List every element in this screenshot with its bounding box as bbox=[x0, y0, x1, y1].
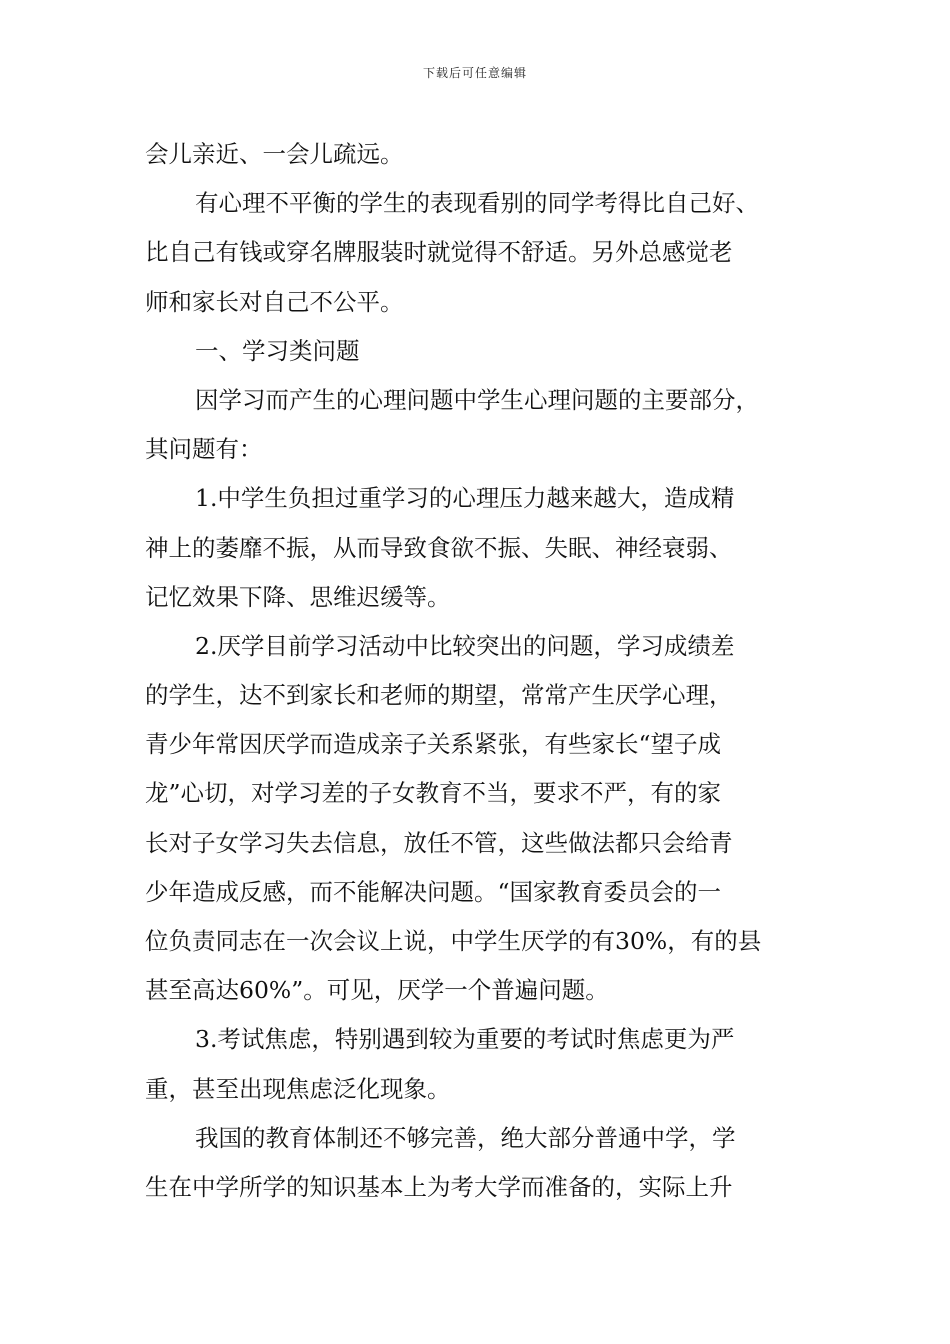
text-line: 位负责同志在一次会议上说，中学生厌学的有30%，有的县 bbox=[145, 927, 762, 955]
text-line: 生在中学所学的知识基本上为考大学而准备的，实际上升 bbox=[145, 1172, 733, 1201]
text-line: 记忆效果下降、思维迟缓等。 bbox=[145, 582, 451, 611]
text-line: 神上的萎靡不振，从而导致食欲不振、失眠、神经衰弱、 bbox=[145, 533, 733, 562]
text-line: 2.厌学目前学习活动中比较突出的问题，学习成绩差 bbox=[195, 631, 735, 660]
text-line: 我国的教育体制还不够完善，绝大部分普通中学，学 bbox=[195, 1123, 736, 1152]
header-note: 下载后可任意编辑 bbox=[422, 66, 527, 80]
text-line: 甚至高达60%”。可见，厌学一个普遍问题。 bbox=[145, 976, 609, 1005]
text-line: 少年造成反感，而不能解决问题。“国家教育委员会的一 bbox=[145, 877, 722, 906]
text-line: 重，甚至出现焦虑泛化现象。 bbox=[145, 1074, 451, 1103]
text-line: 一、学习类问题 bbox=[195, 336, 360, 365]
text-line: 会儿亲近、一会儿疏远。 bbox=[145, 140, 404, 168]
text-line: 有心理不平衡的学生的表现看别的同学考得比自己好、 bbox=[195, 189, 759, 218]
text-line: 因学习而产生的心理问题中学生心理问题的主要部分， bbox=[195, 385, 759, 414]
text-line: 的学生，达不到家长和老师的期望，常常产生厌学心理， bbox=[145, 681, 733, 710]
text-line: 3.考试焦虑，特别遇到较为重要的考试时焦虑更为严 bbox=[195, 1025, 735, 1054]
text-line: 龙”心切，对学习差的子女教育不当，要求不严，有的家 bbox=[145, 779, 722, 808]
body-text bbox=[145, 130, 810, 1212]
text-line: 长对子女学习失去信息，放任不管，这些做法都只会给青 bbox=[145, 828, 733, 857]
text-line: 青少年常因厌学而造成亲子关系紧张，有些家长“望子成 bbox=[145, 730, 722, 759]
text-line: 比自己有钱或穿名牌服装时就觉得不舒适。另外总感觉老 bbox=[145, 238, 733, 267]
text-line: 1.中学生负担过重学习的心理压力越来越大，造成精 bbox=[195, 484, 735, 513]
text-line: 其问题有： bbox=[145, 435, 263, 464]
text-line: 师和家长对自己不公平。 bbox=[145, 287, 404, 316]
